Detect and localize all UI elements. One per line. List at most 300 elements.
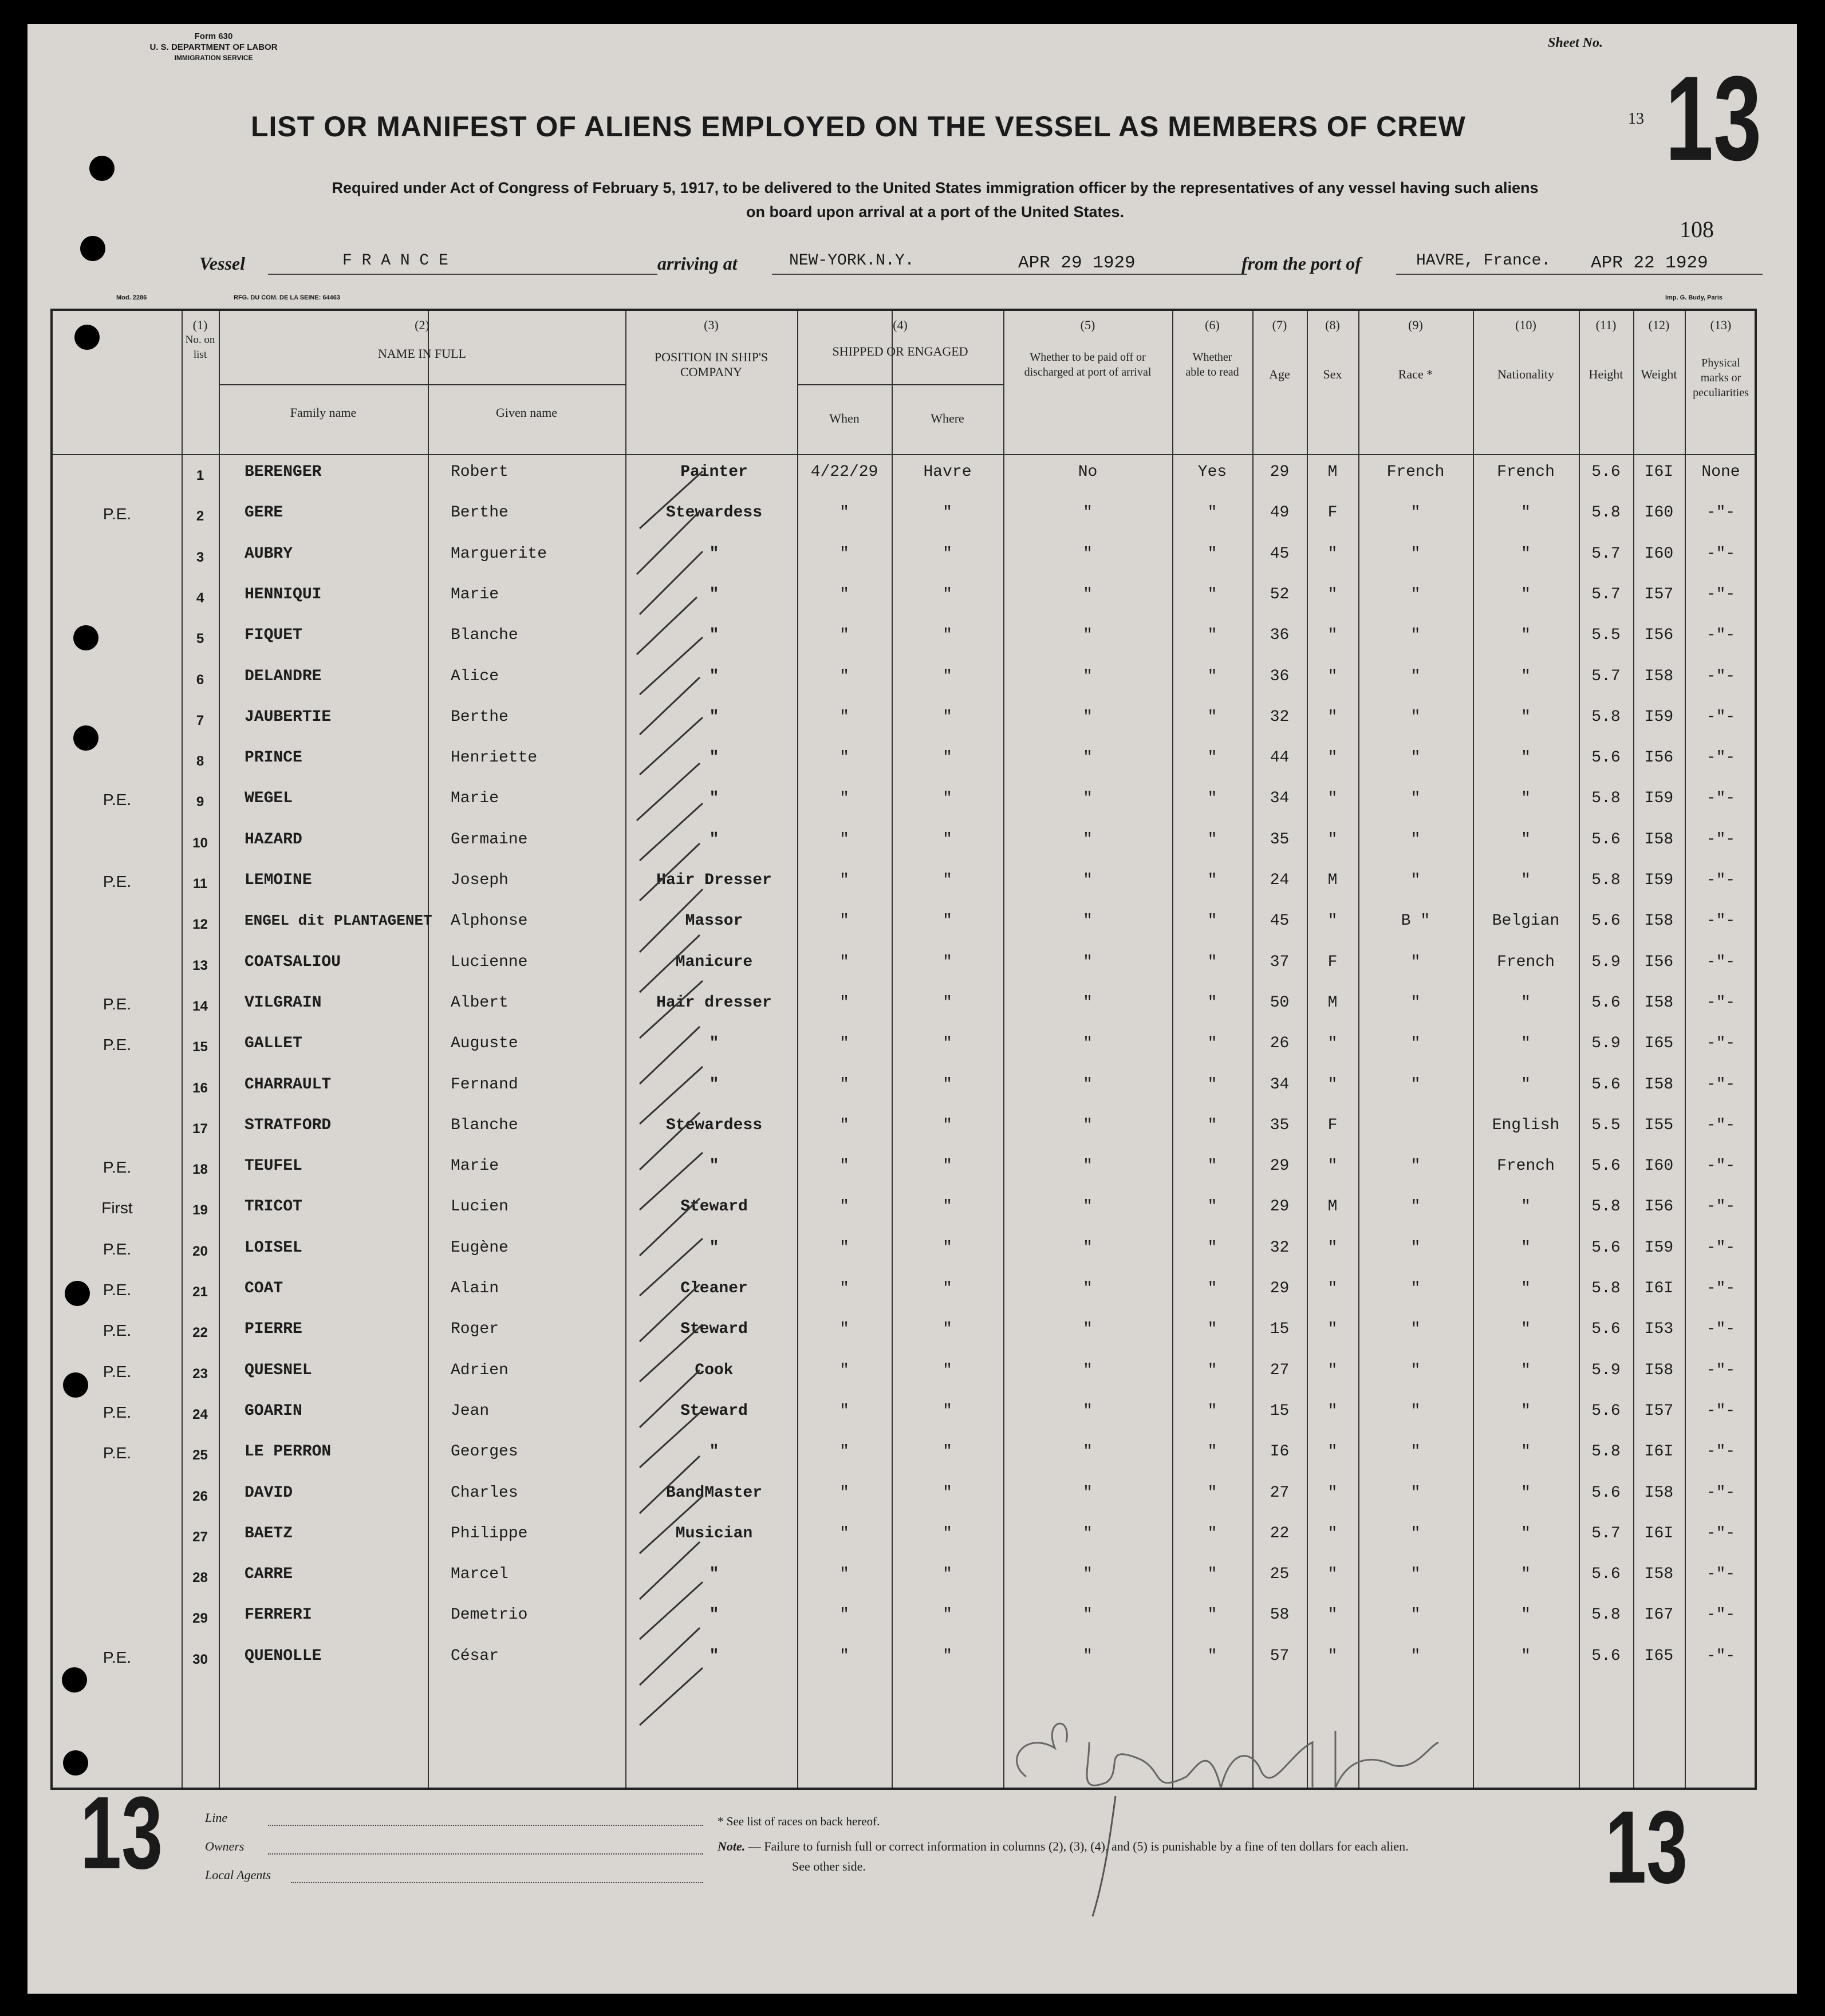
sex: " bbox=[1327, 1524, 1338, 1542]
row-annotation: P.E. bbox=[103, 1444, 132, 1462]
age: 29 bbox=[1270, 1280, 1290, 1297]
shipped-where: " bbox=[943, 1647, 952, 1665]
position: Stewardess bbox=[665, 1116, 763, 1134]
height: 5.7 bbox=[1591, 667, 1621, 685]
able-to-read: " bbox=[1207, 953, 1217, 971]
col-height: (11) Height bbox=[1589, 318, 1623, 381]
weight: I59 bbox=[1644, 871, 1674, 889]
able-to-read: " bbox=[1207, 1116, 1217, 1134]
nationality: " bbox=[1521, 1484, 1531, 1502]
race: " bbox=[1410, 871, 1421, 889]
sex: F bbox=[1327, 1116, 1338, 1134]
signature-stroke-icon bbox=[1087, 1793, 1121, 1919]
sex: " bbox=[1327, 585, 1338, 603]
given-name: Charles bbox=[451, 1484, 518, 1502]
row-number: 14 bbox=[192, 998, 208, 1014]
height: 5.8 bbox=[1591, 504, 1621, 522]
height: 5.5 bbox=[1591, 626, 1621, 645]
col-where: Where bbox=[931, 411, 964, 425]
race: " bbox=[1410, 1606, 1421, 1624]
family-name: DELANDRE bbox=[245, 667, 322, 685]
given-name: César bbox=[451, 1647, 499, 1665]
position: " bbox=[709, 545, 719, 563]
sex: " bbox=[1327, 1075, 1338, 1094]
weight: I59 bbox=[1644, 790, 1674, 808]
weight: I59 bbox=[1644, 1238, 1674, 1257]
shipped-when: " bbox=[839, 790, 849, 808]
col-position: (3) POSITION IN SHIP'S COMPANY bbox=[654, 318, 768, 379]
weight: I65 bbox=[1644, 1035, 1674, 1053]
age: 50 bbox=[1270, 993, 1290, 1012]
race: " bbox=[1410, 749, 1421, 767]
race: " bbox=[1410, 1320, 1421, 1339]
family-name: PRINCE bbox=[245, 749, 302, 767]
able-to-read: " bbox=[1207, 1402, 1217, 1420]
given-name: Fernand bbox=[451, 1075, 518, 1094]
family-name: ENGEL dit PLANTAGENET bbox=[245, 912, 432, 930]
family-name: BERENGER bbox=[245, 463, 322, 481]
family-name: CARRE bbox=[245, 1565, 293, 1584]
physical-marks: -"- bbox=[1706, 1606, 1736, 1624]
family-name: HENNIQUI bbox=[245, 585, 322, 603]
height: 5.6 bbox=[1591, 1647, 1621, 1665]
position: Musician bbox=[675, 1524, 753, 1542]
paid-off: " bbox=[1083, 1443, 1093, 1461]
race: " bbox=[1410, 1565, 1421, 1584]
age: 57 bbox=[1270, 1647, 1290, 1665]
sex: M bbox=[1327, 463, 1338, 481]
shipped-when: " bbox=[839, 1116, 849, 1134]
row-annotation: P.E. bbox=[103, 1281, 132, 1299]
shipped-when: " bbox=[839, 1280, 849, 1297]
position: " bbox=[709, 790, 719, 808]
weight: I60 bbox=[1644, 504, 1674, 522]
shipped-when: " bbox=[839, 545, 849, 563]
weight: I56 bbox=[1644, 749, 1674, 767]
shipped-where: " bbox=[943, 1075, 952, 1094]
race: " bbox=[1410, 830, 1421, 849]
race: " bbox=[1410, 708, 1421, 726]
able-to-read: " bbox=[1207, 830, 1217, 849]
position: BandMaster bbox=[665, 1484, 763, 1502]
nationality: " bbox=[1521, 871, 1531, 889]
age: 36 bbox=[1270, 667, 1290, 685]
weight: I6I bbox=[1644, 1443, 1674, 1461]
weight: I58 bbox=[1644, 1484, 1674, 1502]
vessel-label: Vessel bbox=[199, 253, 245, 274]
sex: " bbox=[1327, 912, 1338, 930]
row-number: 18 bbox=[192, 1162, 208, 1178]
weight: I6I bbox=[1644, 1280, 1674, 1297]
family-name: COATSALIOU bbox=[245, 953, 341, 971]
shipped-where: " bbox=[943, 545, 952, 563]
weight: I53 bbox=[1644, 1320, 1674, 1339]
given-name: Roger bbox=[451, 1320, 499, 1339]
given-name: Berthe bbox=[451, 708, 509, 726]
physical-marks: -"- bbox=[1706, 1238, 1736, 1257]
row-number: 4 bbox=[196, 590, 204, 606]
service-name: IMMIGRATION SERVICE bbox=[174, 54, 253, 62]
position: Steward bbox=[680, 1402, 748, 1420]
height: 5.6 bbox=[1591, 1238, 1621, 1257]
nationality: " bbox=[1521, 1647, 1531, 1665]
row-number: 24 bbox=[192, 1406, 208, 1422]
sex: M bbox=[1327, 871, 1338, 889]
registry-label: RFG. DU COM. DE LA SEINE: 64463 bbox=[234, 294, 341, 301]
height: 5.6 bbox=[1591, 463, 1621, 481]
weight: I56 bbox=[1644, 953, 1674, 971]
nationality: " bbox=[1521, 626, 1531, 645]
row-number: 28 bbox=[192, 1570, 208, 1586]
physical-marks: -"- bbox=[1706, 1035, 1736, 1053]
family-name: LEMOINE bbox=[245, 871, 312, 889]
nationality: " bbox=[1521, 1035, 1531, 1053]
sheet-number-stamp-left: 13 bbox=[80, 1776, 163, 1891]
row-annotation: P.E. bbox=[103, 1362, 132, 1380]
race: " bbox=[1410, 1157, 1421, 1175]
form-info bbox=[139, 31, 288, 64]
shipped-when: " bbox=[839, 749, 849, 767]
physical-marks: -"- bbox=[1706, 790, 1736, 808]
position: " bbox=[709, 667, 719, 685]
col-given-name: Given name bbox=[496, 405, 557, 420]
shipped-when: " bbox=[839, 1443, 849, 1461]
shipped-where: " bbox=[943, 1035, 952, 1053]
height: 5.8 bbox=[1591, 708, 1621, 726]
row-number: 11 bbox=[192, 876, 208, 891]
from-port: HAVRE, France. bbox=[1416, 252, 1551, 270]
physical-marks: -"- bbox=[1706, 1484, 1736, 1502]
height: 5.9 bbox=[1591, 1361, 1621, 1379]
shipped-where: " bbox=[943, 1320, 952, 1339]
able-to-read: " bbox=[1207, 1524, 1217, 1542]
shipped-when: " bbox=[839, 626, 849, 645]
row-number: 30 bbox=[192, 1651, 208, 1667]
row-number: 25 bbox=[192, 1447, 208, 1463]
height: 5.6 bbox=[1591, 912, 1621, 930]
shipped-where: " bbox=[943, 1565, 952, 1584]
nationality: " bbox=[1521, 749, 1531, 767]
weight: I67 bbox=[1644, 1606, 1674, 1624]
race: " bbox=[1410, 667, 1421, 685]
nationality: " bbox=[1521, 1280, 1531, 1297]
race: " bbox=[1410, 953, 1421, 971]
row-number: 2 bbox=[196, 508, 204, 524]
given-name: Georges bbox=[451, 1443, 518, 1461]
given-name: Robert bbox=[451, 463, 509, 481]
position-check-marks-icon bbox=[628, 465, 720, 1759]
col-weight: (12) Weight bbox=[1641, 318, 1677, 381]
position: Steward bbox=[680, 1198, 748, 1216]
sex: " bbox=[1327, 626, 1338, 645]
paid-off: " bbox=[1083, 871, 1093, 889]
given-name: Marguerite bbox=[451, 545, 547, 563]
given-name: Albert bbox=[451, 993, 509, 1012]
able-to-read: " bbox=[1207, 1484, 1217, 1502]
height: 5.8 bbox=[1591, 1280, 1621, 1297]
col-number: (1) No. on list bbox=[185, 318, 215, 361]
family-name: LOISEL bbox=[245, 1238, 302, 1257]
shipped-when: " bbox=[839, 953, 849, 971]
physical-marks: -"- bbox=[1706, 1565, 1736, 1584]
able-to-read: " bbox=[1207, 1443, 1217, 1461]
department-name: U. S. DEPARTMENT OF LABOR bbox=[149, 42, 278, 52]
nationality: " bbox=[1521, 1075, 1531, 1094]
able-to-read: " bbox=[1207, 504, 1217, 522]
row-number: 23 bbox=[192, 1366, 208, 1382]
position: " bbox=[709, 749, 719, 767]
physical-marks: -"- bbox=[1706, 585, 1736, 603]
paid-off: " bbox=[1083, 1280, 1093, 1297]
given-name: Marie bbox=[451, 790, 499, 808]
paid-off: " bbox=[1083, 1157, 1093, 1175]
mod-label: Mod. 2286 bbox=[116, 294, 147, 301]
physical-marks: -"- bbox=[1706, 1198, 1736, 1216]
height: 5.6 bbox=[1591, 993, 1621, 1012]
shipped-when: " bbox=[839, 708, 849, 726]
row-number: 12 bbox=[192, 917, 208, 933]
paid-off: " bbox=[1083, 708, 1093, 726]
shipped-where: " bbox=[943, 953, 952, 971]
position: Massor bbox=[685, 912, 743, 930]
able-to-read: " bbox=[1207, 912, 1217, 930]
weight: I6I bbox=[1644, 463, 1674, 481]
race: " bbox=[1410, 1075, 1421, 1094]
paid-off: " bbox=[1083, 1524, 1093, 1542]
shipped-when: " bbox=[839, 504, 849, 522]
nationality: French bbox=[1497, 1157, 1555, 1175]
physical-marks: -"- bbox=[1706, 749, 1736, 767]
family-name: AUBRY bbox=[245, 545, 293, 563]
shipped-when: " bbox=[839, 1606, 849, 1624]
row-annotation: First bbox=[101, 1199, 133, 1217]
shipped-where: " bbox=[943, 1198, 952, 1216]
height: 5.7 bbox=[1591, 585, 1621, 603]
given-name: Lucien bbox=[451, 1198, 509, 1216]
physical-marks: -"- bbox=[1706, 1075, 1736, 1094]
able-to-read: " bbox=[1207, 1565, 1217, 1584]
weight: I65 bbox=[1644, 1647, 1674, 1665]
paid-off: " bbox=[1083, 1484, 1093, 1502]
row-number: 17 bbox=[192, 1121, 208, 1137]
given-name: Philippe bbox=[451, 1524, 528, 1542]
paid-off: " bbox=[1083, 1035, 1093, 1053]
sex: " bbox=[1327, 1238, 1338, 1257]
shipped-when: " bbox=[839, 830, 849, 849]
able-to-read: " bbox=[1207, 1238, 1217, 1257]
family-name: QUENOLLE bbox=[245, 1647, 322, 1665]
height: 5.7 bbox=[1591, 1524, 1621, 1542]
race: " bbox=[1410, 545, 1421, 563]
family-name: COAT bbox=[245, 1280, 283, 1297]
shipped-when: " bbox=[839, 1647, 849, 1665]
note-label: Note. bbox=[718, 1839, 746, 1853]
row-number: 27 bbox=[192, 1529, 208, 1545]
age: 34 bbox=[1270, 1075, 1290, 1094]
family-name: WEGEL bbox=[245, 790, 293, 808]
position: Manicure bbox=[675, 953, 753, 971]
physical-marks: -"- bbox=[1706, 1116, 1736, 1134]
family-name: LE PERRON bbox=[245, 1443, 332, 1461]
position: Cook bbox=[695, 1361, 734, 1379]
age: 58 bbox=[1270, 1606, 1290, 1624]
shipped-when: " bbox=[839, 667, 849, 685]
race: " bbox=[1410, 1361, 1421, 1379]
shipped-where: " bbox=[943, 790, 952, 808]
given-name: Demetrio bbox=[451, 1606, 528, 1624]
shipped-where: " bbox=[943, 1280, 952, 1297]
sex: F bbox=[1327, 953, 1338, 971]
race: French bbox=[1386, 463, 1445, 481]
row-number: 3 bbox=[196, 549, 204, 565]
height: 5.6 bbox=[1591, 1402, 1621, 1420]
shipped-when: " bbox=[839, 871, 849, 889]
row-number: 26 bbox=[192, 1488, 208, 1504]
col-when: When bbox=[829, 411, 860, 425]
given-name: Adrien bbox=[451, 1361, 509, 1379]
nationality: " bbox=[1521, 1443, 1531, 1461]
nationality: " bbox=[1521, 1198, 1531, 1216]
shipped-when: " bbox=[839, 993, 849, 1012]
position: Cleaner bbox=[680, 1280, 748, 1297]
nationality: " bbox=[1521, 1361, 1531, 1379]
col-shipped: (4) SHIPPED OR ENGAGED bbox=[832, 318, 968, 358]
given-name: Blanche bbox=[451, 626, 518, 645]
nationality: " bbox=[1521, 1238, 1531, 1257]
age: 15 bbox=[1270, 1320, 1290, 1339]
sex: " bbox=[1327, 708, 1338, 726]
arriving-port: NEW-YORK.N.Y. bbox=[789, 252, 915, 270]
from-port-label: from the port of bbox=[1241, 253, 1361, 274]
shipped-when: " bbox=[839, 912, 849, 930]
age: 22 bbox=[1270, 1524, 1290, 1542]
shipped-when: " bbox=[839, 1198, 849, 1216]
sex: F bbox=[1327, 504, 1338, 522]
col-paid-off: (5) Whether to be paid off or discharged at port of arrival bbox=[1024, 318, 1152, 378]
paid-off: " bbox=[1083, 1402, 1093, 1420]
able-to-read: " bbox=[1207, 993, 1217, 1012]
height: 5.6 bbox=[1591, 1565, 1621, 1584]
weight: I59 bbox=[1644, 708, 1674, 726]
col-sex: (8) Sex bbox=[1323, 318, 1342, 381]
race: " bbox=[1410, 504, 1421, 522]
nationality: " bbox=[1521, 667, 1531, 685]
family-name: HAZARD bbox=[245, 830, 302, 849]
race: " bbox=[1410, 1238, 1421, 1257]
weight: I60 bbox=[1644, 545, 1674, 563]
age: 52 bbox=[1270, 585, 1290, 603]
row-number: 1 bbox=[196, 468, 204, 483]
sex: M bbox=[1327, 1198, 1338, 1216]
printer-label: Imp. G. Budy, Paris bbox=[1665, 294, 1723, 301]
manifest-page bbox=[27, 24, 1797, 1994]
given-name: Henriette bbox=[451, 749, 538, 767]
race: " bbox=[1410, 626, 1421, 645]
age: 27 bbox=[1270, 1361, 1290, 1379]
given-name: Blanche bbox=[451, 1116, 518, 1134]
nationality: " bbox=[1521, 1402, 1531, 1420]
shipped-when: 4/22/29 bbox=[810, 463, 878, 481]
nationality: Belgian bbox=[1492, 912, 1560, 930]
age: 24 bbox=[1270, 871, 1290, 889]
line-label: Line bbox=[205, 1810, 228, 1825]
shipped-where: " bbox=[943, 993, 952, 1012]
shipped-where: " bbox=[943, 1116, 952, 1134]
shipped-where: " bbox=[943, 585, 952, 603]
height: 5.6 bbox=[1591, 1075, 1621, 1094]
shipped-where: " bbox=[943, 1238, 952, 1257]
position: " bbox=[709, 1606, 719, 1624]
height: 5.6 bbox=[1591, 1484, 1621, 1502]
age: 45 bbox=[1270, 912, 1290, 930]
paid-off: " bbox=[1083, 1565, 1093, 1584]
age: 36 bbox=[1270, 626, 1290, 645]
shipped-when: " bbox=[839, 1361, 849, 1379]
note-text: — Failure to furnish full or correct information in columns (2), (3), (4), and (5) is punishable by a fine of ten dollars for each alien. bbox=[748, 1839, 1409, 1853]
race: " bbox=[1410, 1443, 1421, 1461]
nationality: " bbox=[1521, 993, 1531, 1012]
nationality: " bbox=[1521, 830, 1531, 849]
row-number: 29 bbox=[192, 1611, 208, 1627]
able-to-read: " bbox=[1207, 1361, 1217, 1379]
sex: " bbox=[1327, 1157, 1338, 1175]
physical-marks: -"- bbox=[1706, 1320, 1736, 1339]
physical-marks: -"- bbox=[1706, 504, 1736, 522]
able-to-read: " bbox=[1207, 749, 1217, 767]
race: " bbox=[1410, 1484, 1421, 1502]
row-number: 21 bbox=[192, 1284, 208, 1300]
physical-marks: -"- bbox=[1706, 953, 1736, 971]
physical-marks: -"- bbox=[1706, 545, 1736, 563]
family-name: DAVID bbox=[245, 1484, 293, 1502]
owners-label: Owners bbox=[205, 1839, 245, 1853]
physical-marks: -"- bbox=[1706, 871, 1736, 889]
family-name: VILGRAIN bbox=[245, 993, 322, 1012]
paid-off: No bbox=[1078, 463, 1098, 481]
shipped-where: " bbox=[943, 749, 952, 767]
col-able-to-read: (6) Whether able to read bbox=[1185, 318, 1239, 378]
race: " bbox=[1410, 1647, 1421, 1665]
nationality: English bbox=[1492, 1116, 1560, 1134]
family-name: GERE bbox=[245, 504, 283, 522]
position: " bbox=[709, 1443, 719, 1461]
family-name: BAETZ bbox=[245, 1524, 293, 1542]
arriving-label: arriving at bbox=[657, 253, 738, 274]
able-to-read: " bbox=[1207, 1075, 1217, 1094]
sex: " bbox=[1327, 1443, 1338, 1461]
weight: I56 bbox=[1644, 1198, 1674, 1216]
sex: " bbox=[1327, 1361, 1338, 1379]
position: " bbox=[709, 1238, 719, 1257]
row-annotation: P.E. bbox=[103, 1403, 132, 1421]
given-name: Marie bbox=[451, 585, 499, 603]
row-annotation: P.E. bbox=[103, 995, 132, 1013]
row-annotation: P.E. bbox=[103, 1158, 132, 1177]
weight: I56 bbox=[1644, 626, 1674, 645]
family-name: FIQUET bbox=[245, 626, 302, 645]
height: 5.5 bbox=[1591, 1116, 1621, 1134]
weight: I58 bbox=[1644, 1075, 1674, 1094]
paid-off: " bbox=[1083, 1647, 1093, 1665]
shipped-when: " bbox=[839, 1075, 849, 1094]
race: " bbox=[1410, 993, 1421, 1012]
punch-hole bbox=[89, 156, 115, 181]
arrival-date: APR 29 1929 bbox=[1018, 253, 1136, 273]
shipped-when: " bbox=[839, 1238, 849, 1257]
height: 5.6 bbox=[1591, 1157, 1621, 1175]
shipped-where: " bbox=[943, 1443, 952, 1461]
paid-off: " bbox=[1083, 1198, 1093, 1216]
